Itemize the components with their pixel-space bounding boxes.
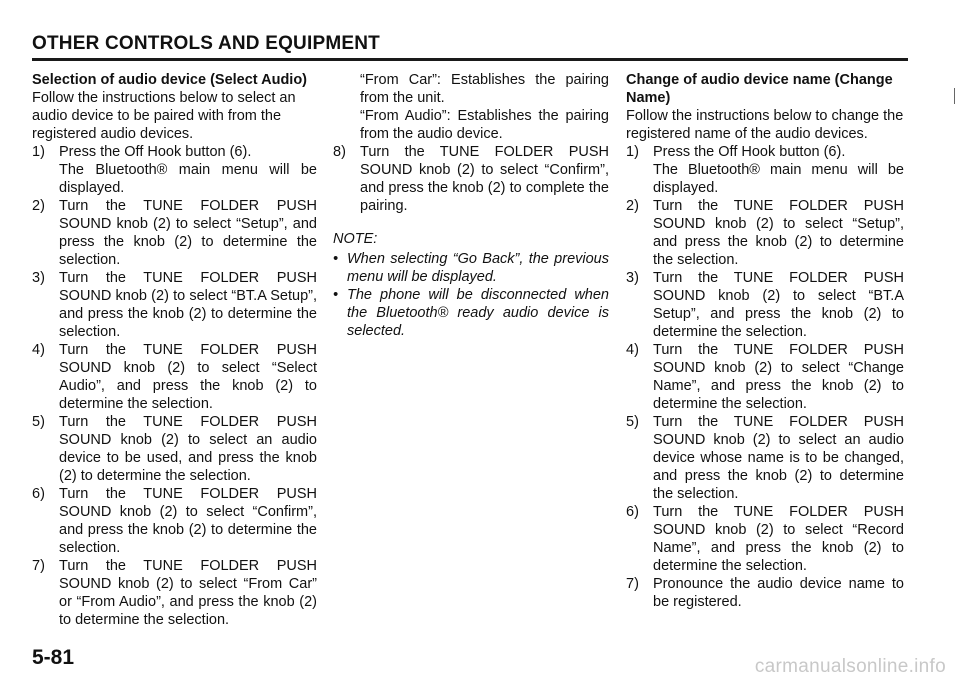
note-text: When selecting “Go Back”, the previous menu will be displayed. [347, 251, 609, 285]
page-header: OTHER CONTROLS AND EQUIPMENT [32, 33, 380, 54]
step-text: Turn the TUNE FOLDER PUSH SOUND knob (2) to select “Setup”, and press the knob (2) to determine the selection. [59, 198, 317, 268]
step-item [626, 575, 904, 611]
step-item [32, 557, 317, 629]
change-name-intro: Follow the instructions below to change the registered name of the audio devices. [626, 108, 904, 142]
select-audio-section [32, 71, 317, 629]
pairing-steps [333, 143, 609, 215]
step-item [626, 143, 904, 161]
step-number: 5) [626, 414, 639, 430]
step-text: Turn the TUNE FOLDER PUSH SOUND knob (2) to select “From Car” or “From Audio”, and press the knob (2) to determine the selection. [59, 558, 317, 628]
change-name-steps [626, 143, 904, 611]
note-label: NOTE: [333, 231, 378, 247]
header-rule [32, 58, 908, 61]
step-item [626, 341, 904, 413]
step-text: Turn the TUNE FOLDER PUSH SOUND knob (2) to select “Confirm”, and press the knob (2) to complete the pairing. [360, 144, 609, 214]
select-audio-title: Selection of audio device (Select Audio) [32, 72, 308, 88]
step-text: Turn the TUNE FOLDER PUSH SOUND knob (2) to select “Confirm”, and press the knob (2) to determine the selection. [59, 486, 317, 556]
from-car-description: “From Car”: Establishes the pairing from the unit. [360, 72, 609, 106]
step-item [32, 485, 317, 557]
step-subtext: The Bluetooth® main menu will be displayed. [59, 162, 317, 196]
step-text: Pronounce the audio device name to be registered. [653, 576, 904, 610]
note-text: The phone will be disconnected when the Bluetooth® ready audio device is selected. [347, 287, 609, 339]
change-name-section [626, 71, 904, 611]
step-item [626, 503, 904, 575]
step-text: Turn the TUNE FOLDER PUSH SOUND knob (2) to select an audio device whose name is to be changed, and press the knob (2) to determine the selection. [653, 414, 904, 502]
step-item [32, 269, 317, 341]
bullet-icon: • [333, 251, 339, 267]
step-number: 4) [626, 342, 639, 358]
step-text: Turn the TUNE FOLDER PUSH SOUND knob (2) to select “Setup”, and press the knob (2) to determine the selection. [653, 198, 904, 268]
step-number: 1) [626, 144, 639, 160]
step-number: 7) [626, 576, 639, 592]
from-audio-description: “From Audio”: Establishes the pairing from the audio device. [360, 108, 609, 142]
pairing-continued-section [333, 71, 609, 340]
step-item [626, 269, 904, 341]
step-text: Turn the TUNE FOLDER PUSH SOUND knob (2) to select “BT.A Setup”, and press the knob (2) to determine the selection. [653, 270, 904, 340]
step-number: 5) [32, 414, 45, 430]
change-name-title: Change of audio device name (Change Name) [626, 72, 893, 106]
step-item [32, 143, 317, 161]
note-item [333, 286, 609, 340]
step-item [32, 197, 317, 269]
step-text: Turn the TUNE FOLDER PUSH SOUND knob (2) to select an audio device to be used, and press the knob (2) to determine the selection. [59, 414, 317, 484]
step-text: Turn the TUNE FOLDER PUSH SOUND knob (2) to select “Select Audio”, and press the knob (2) to determine the selection. [59, 342, 317, 412]
step-number: 3) [626, 270, 639, 286]
watermark: carmanualsonline.info [754, 656, 946, 677]
step-number: 1) [32, 144, 45, 160]
select-audio-steps [32, 143, 317, 629]
step-text: Turn the TUNE FOLDER PUSH SOUND knob (2) to select “BT.A Setup”, and press the knob (2) to determine the selection. [59, 270, 317, 340]
select-audio-intro: Follow the instructions below to select an audio device to be paired with from the registered audio devices. [32, 90, 296, 142]
step-item [626, 413, 904, 503]
step-text: Press the Off Hook button (6). [653, 144, 846, 160]
step-number: 6) [626, 504, 639, 520]
page-number: 5-81 [32, 646, 75, 669]
step-text: Turn the TUNE FOLDER PUSH SOUND knob (2) to select “Change Name”, and press the knob (2) to determine the selection. [653, 342, 904, 412]
step-number: 6) [32, 486, 45, 502]
note-list [333, 250, 609, 340]
step-item [32, 413, 317, 485]
page-edge-mark [954, 88, 955, 104]
bullet-icon: • [333, 287, 339, 303]
step-text: Turn the TUNE FOLDER PUSH SOUND knob (2) to select “Record Name”, and press the knob (2) to determine the selection. [653, 504, 904, 574]
step-text: Press the Off Hook button (6). [59, 144, 252, 160]
step-number: 7) [32, 558, 45, 574]
step-number: 2) [626, 198, 639, 214]
step-number: 4) [32, 342, 45, 358]
step-item [32, 341, 317, 413]
note-item [333, 250, 609, 286]
step-item [333, 143, 609, 215]
step-item [626, 197, 904, 269]
step-number: 8) [333, 144, 346, 160]
step-number: 2) [32, 198, 45, 214]
step-number: 3) [32, 270, 45, 286]
step-subtext: The Bluetooth® main menu will be displayed. [653, 162, 904, 196]
